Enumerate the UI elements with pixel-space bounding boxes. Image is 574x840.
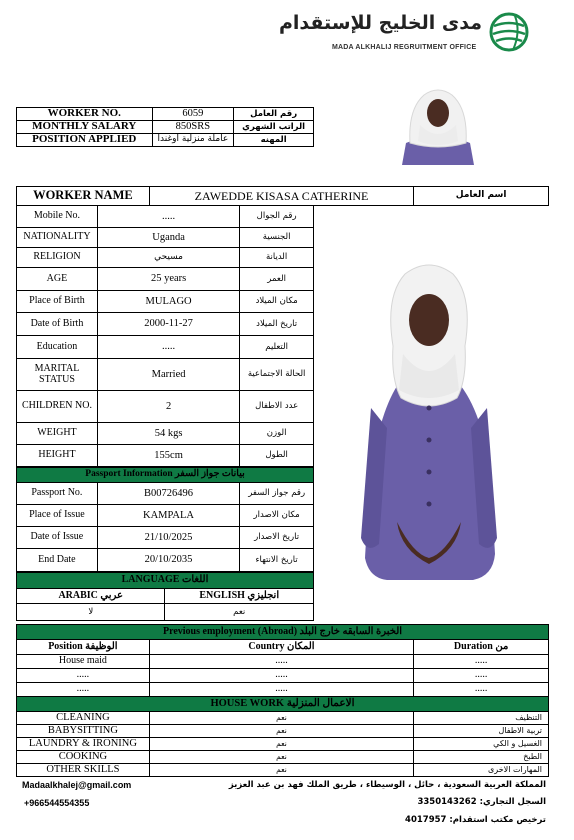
passport-no-label: Passport No.	[17, 483, 98, 505]
cooking-label: COOKING	[17, 751, 150, 764]
housework-title: HOUSE WORK الاعمال المنزلية	[17, 697, 549, 712]
table-row	[17, 712, 549, 725]
passport-no-value: B00726496	[97, 483, 240, 505]
english-value: نعم	[165, 604, 314, 621]
table-row	[17, 359, 314, 391]
table-row	[17, 669, 549, 683]
table-row	[17, 391, 314, 423]
table-row	[17, 445, 314, 467]
babysitting-label-ar: تربية الاطفال	[414, 725, 549, 738]
babysitting-value: نعم	[149, 725, 413, 738]
issue-place-label-ar: مكان الاصدار	[240, 505, 314, 527]
prev-position: .....	[17, 669, 150, 683]
table-row	[17, 291, 314, 313]
passport-table	[16, 467, 314, 572]
logo-english-text: MADA ALKHALIJ REGRUITMENT OFFICE	[332, 44, 477, 51]
section-header	[17, 468, 314, 483]
issue-place-label: Place of Issue	[17, 505, 98, 527]
age-value: 25 years	[97, 268, 239, 291]
birthdate-value: 2000-11-27	[97, 313, 239, 336]
age-label-ar: العمر	[240, 268, 314, 291]
position-value: عاملة منزلية اوغندا	[152, 134, 234, 147]
end-date-label-ar: تاريخ الانتهاء	[240, 549, 314, 572]
table-row	[17, 336, 314, 359]
nationality-label: NATIONALITY	[17, 228, 98, 248]
company-logo	[278, 8, 548, 58]
worker-name-label-ar: اسم العامل	[414, 187, 549, 206]
children-label-ar: عدد الاطفال	[240, 391, 314, 423]
footer-address: المملكة العربية السعودية ، حائل ، الوسيطاء ، طريق الملك فهد بن عبد العزيز	[228, 780, 546, 790]
prev-duration: .....	[414, 669, 549, 683]
table-row	[17, 589, 314, 604]
table-row	[17, 483, 314, 505]
english-label: ENGLISH انجليزي	[165, 589, 314, 604]
table-row	[17, 655, 549, 669]
other-skills-label-ar: المهارات الاخرى	[414, 764, 549, 777]
salary-value: 850SRS	[152, 121, 234, 134]
birthplace-label-ar: مكان الميلاد	[240, 291, 314, 313]
other-skills-value: نعم	[149, 764, 413, 777]
height-label: HEIGHT	[17, 445, 98, 467]
logo-globe-icon	[488, 10, 530, 54]
passport-no-label-ar: رقم جواز السفر	[240, 483, 314, 505]
nationality-label-ar: الجنسية	[240, 228, 314, 248]
worker-no-label-ar: رقم العامل	[234, 108, 314, 121]
age-label: AGE	[17, 268, 98, 291]
table-row	[17, 505, 314, 527]
children-value: 2	[97, 391, 239, 423]
footer-commercial-register: السجل التجاري: 3350143262	[417, 797, 546, 807]
language-title: LANGUAGE اللغات	[17, 573, 314, 589]
language-table	[16, 572, 314, 621]
footer-phone[interactable]: +966544554355	[24, 798, 90, 808]
worker-photo-large	[357, 258, 501, 582]
cleaning-label-ar: التنظيف	[414, 712, 549, 725]
worker-no-value: 6059	[152, 108, 234, 121]
table-row	[17, 248, 314, 268]
education-value: .....	[97, 336, 239, 359]
col-position: Position الوظيفة	[17, 640, 150, 655]
religion-label: RELIGION	[17, 248, 98, 268]
worker-name-label: WORKER NAME	[17, 187, 150, 206]
laundry-label-ar: الغسيل و الكي	[414, 738, 549, 751]
arabic-label: ARABIC عربي	[17, 589, 165, 604]
prev-country: .....	[149, 655, 413, 669]
issue-date-label: Date of Issue	[17, 527, 98, 549]
col-duration: Duration من	[414, 640, 549, 655]
children-label: CHILDREN NO.	[17, 391, 98, 423]
table-row	[17, 738, 549, 751]
table-row	[17, 423, 314, 445]
table-row	[17, 134, 314, 147]
table-row	[17, 313, 314, 336]
table-row	[17, 228, 314, 248]
laundry-value: نعم	[149, 738, 413, 751]
footer-email[interactable]: Madaalkhalej@gmail.com	[22, 780, 132, 790]
logo-arabic-text: مدى الخليج للإستقدام	[278, 12, 482, 34]
birthdate-label: Date of Birth	[17, 313, 98, 336]
worker-photo-small	[388, 85, 488, 165]
arabic-value: لا	[17, 604, 165, 621]
end-date-value: 20/10/2035	[97, 549, 240, 572]
issue-date-value: 21/10/2025	[97, 527, 240, 549]
table-row	[17, 268, 314, 291]
table-row	[17, 108, 314, 121]
prev-duration: .....	[414, 655, 549, 669]
footer-license: ترخيص مكتب استقدام: 4017957	[405, 815, 546, 825]
salary-label: MONTHLY SALARY	[17, 121, 153, 134]
worker-name-value: ZAWEDDE KISASA CATHERINE	[149, 187, 413, 206]
table-row	[17, 121, 314, 134]
nationality-value: Uganda	[97, 228, 239, 248]
weight-label-ar: الوزن	[240, 423, 314, 445]
marital-label-ar: الحالة الاجتماعية	[240, 359, 314, 391]
previous-employment-table	[16, 624, 549, 697]
table-row	[17, 764, 549, 777]
section-header	[17, 573, 314, 589]
babysitting-label: BABYSITTING	[17, 725, 150, 738]
position-label: POSITION APPLIED	[17, 134, 153, 147]
salary-label-ar: الراتب الشهري	[234, 121, 314, 134]
height-value: 155cm	[97, 445, 239, 467]
cooking-value: نعم	[149, 751, 413, 764]
birthplace-label: Place of Birth	[17, 291, 98, 313]
laundry-label: LAUNDRY & IRONING	[17, 738, 150, 751]
summary-table	[16, 107, 314, 147]
prev-position: .....	[17, 683, 150, 697]
passport-title: Passport Information بيانات جواز السفر	[17, 468, 314, 483]
cooking-label-ar: الطبخ	[414, 751, 549, 764]
col-country: Country المكان	[149, 640, 413, 655]
marital-label: MARITAL STATUS	[17, 359, 98, 391]
table-row	[17, 549, 314, 572]
end-date-label: End Date	[17, 549, 98, 572]
table-row	[17, 527, 314, 549]
mobile-value: .....	[97, 206, 239, 228]
cleaning-label: CLEANING	[17, 712, 150, 725]
mobile-label-ar: رقم الجوال	[240, 206, 314, 228]
mobile-label: Mobile No.	[17, 206, 98, 228]
table-row	[17, 725, 549, 738]
table-row	[17, 206, 314, 228]
previous-title: Previous employment (Abroad) الخبرة السابقه خارج البلد	[17, 625, 549, 640]
religion-value: مسيحي	[97, 248, 239, 268]
section-header	[17, 697, 549, 712]
prev-position: House maid	[17, 655, 150, 669]
cleaning-value: نعم	[149, 712, 413, 725]
worker-no-label: WORKER NO.	[17, 108, 153, 121]
table-row	[17, 683, 549, 697]
weight-label: WEIGHT	[17, 423, 98, 445]
weight-value: 54 kgs	[97, 423, 239, 445]
table-row	[17, 751, 549, 764]
other-skills-label: OTHER SKILLS	[17, 764, 150, 777]
issue-date-label-ar: تاريخ الاصدار	[240, 527, 314, 549]
prev-country: .....	[149, 683, 413, 697]
table-row	[17, 640, 549, 655]
marital-value: Married	[97, 359, 239, 391]
position-label-ar: المهنه	[234, 134, 314, 147]
prev-duration: .....	[414, 683, 549, 697]
prev-country: .....	[149, 669, 413, 683]
education-label-ar: التعليم	[240, 336, 314, 359]
birthdate-label-ar: تاريخ الميلاد	[240, 313, 314, 336]
table-row	[17, 187, 549, 206]
personal-details-table	[16, 205, 314, 467]
education-label: Education	[17, 336, 98, 359]
house-work-table	[16, 696, 549, 777]
table-row	[17, 604, 314, 621]
section-header	[17, 625, 549, 640]
height-label-ar: الطول	[240, 445, 314, 467]
issue-place-value: KAMPALA	[97, 505, 240, 527]
worker-name-table	[16, 186, 549, 206]
religion-label-ar: الديانة	[240, 248, 314, 268]
birthplace-value: MULAGO	[97, 291, 239, 313]
